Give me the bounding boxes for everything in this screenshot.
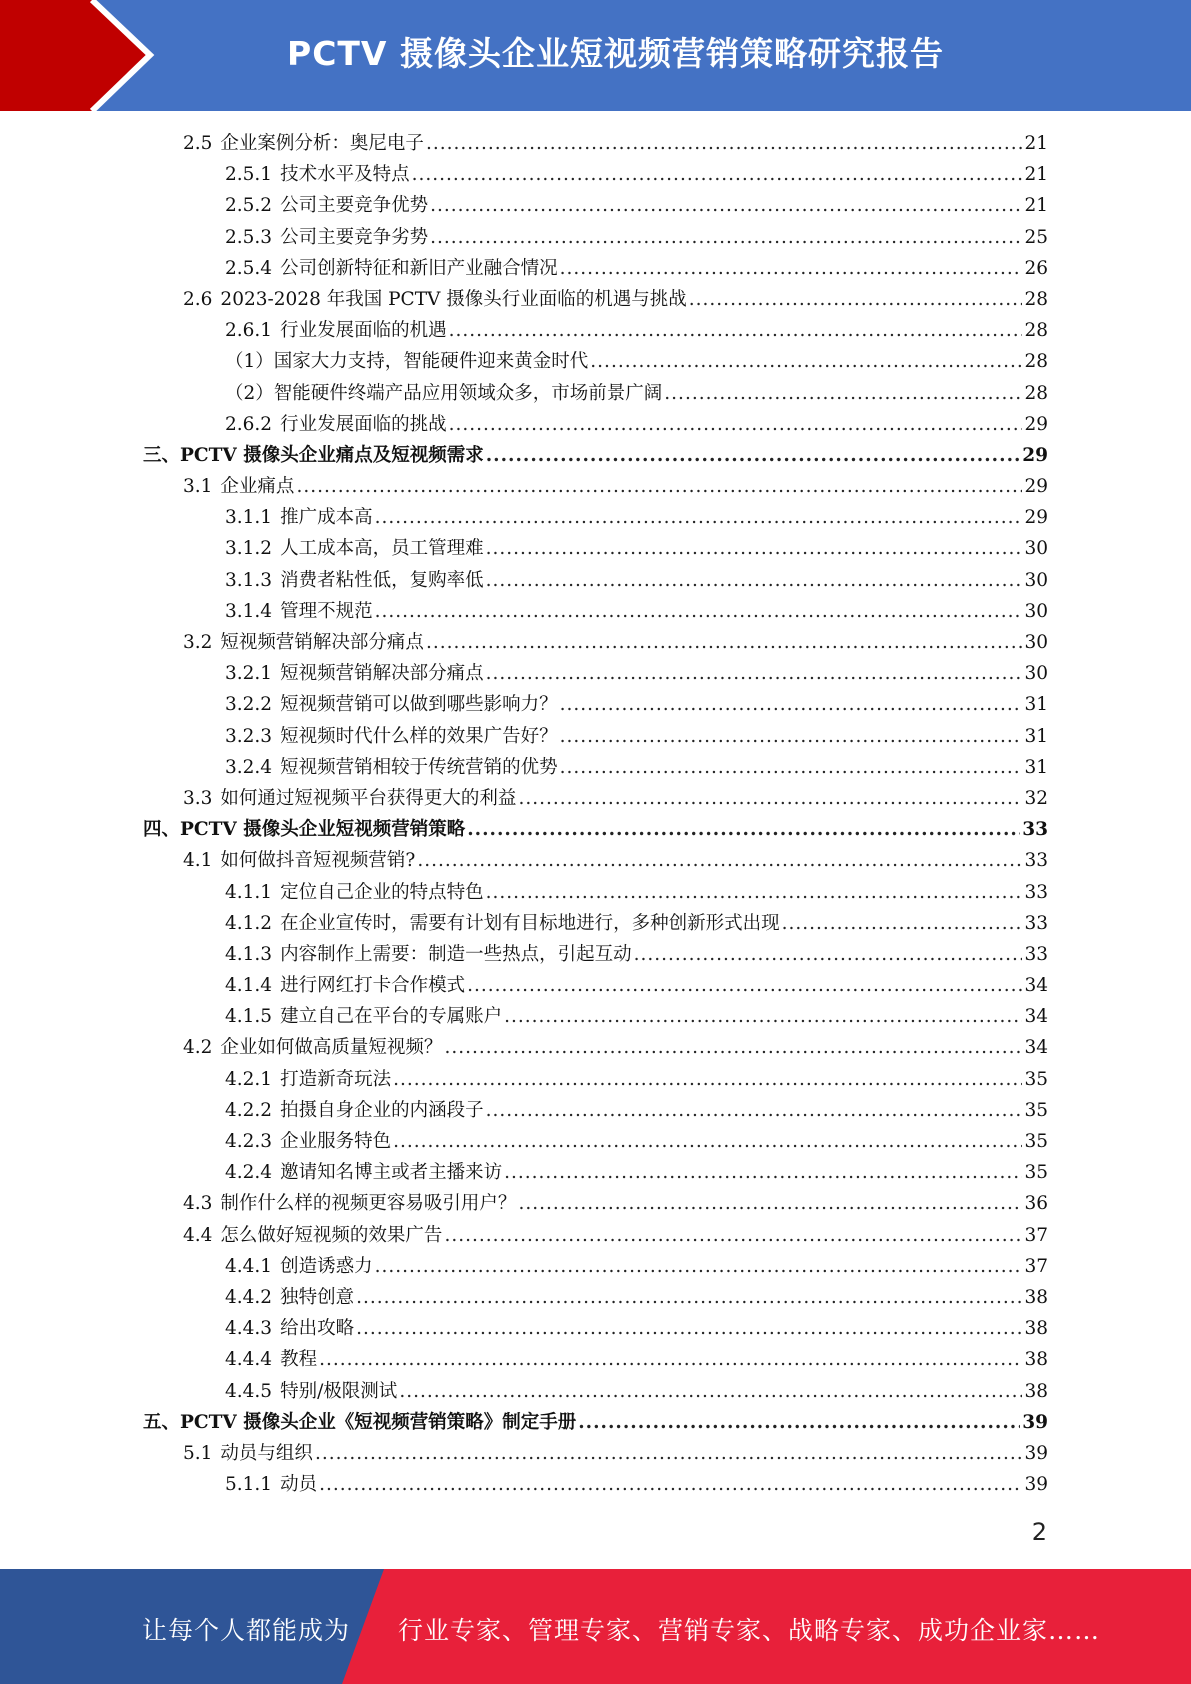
toc-entry-title: 公司主要竞争劣势 (280, 226, 429, 248)
toc-entry-page: 34 (1024, 1037, 1048, 1059)
toc-entry-number: （2） (225, 382, 274, 404)
toc-entry-title: 公司主要竞争优势 (280, 195, 429, 217)
toc-entry-number: 4.4.5 (225, 1380, 273, 1402)
toc-entry-page: 30 (1024, 663, 1048, 685)
toc-entry-number: 4.1.5 (225, 1006, 273, 1028)
toc-entry-number: 4.4.4 (225, 1349, 273, 1371)
toc-entry-number: 4.4 (183, 1224, 213, 1246)
toc-leader-dots (449, 409, 1023, 440)
toc-entry-page: 33 (1024, 912, 1048, 934)
toc-entry-page: 25 (1024, 226, 1048, 248)
toc-entry[interactable] (143, 939, 1048, 970)
toc-entry[interactable] (143, 752, 1048, 783)
toc-entry-title: 行业发展面临的机遇 (280, 320, 447, 342)
toc-entry-title: 教程 (280, 1349, 318, 1371)
toc-entry-number: 3.2 (183, 632, 213, 653)
toc-entry[interactable] (143, 1376, 1048, 1407)
toc-entry-number: 4.1.2 (225, 912, 273, 934)
toc-entry-number: 4.2.4 (225, 1162, 273, 1184)
toc-entry-number: 2.6.2 (225, 413, 273, 435)
toc-entry-page: 30 (1024, 569, 1048, 591)
toc-leader-dots (319, 1344, 1022, 1375)
toc-entry[interactable] (143, 190, 1048, 221)
toc-entry-page: 37 (1024, 1224, 1048, 1246)
toc-leader-dots (689, 284, 1023, 315)
toc-entry-number: 五、 (143, 1411, 181, 1433)
toc-entry-number: 4.4.2 (225, 1286, 273, 1308)
toc-entry-title: 独特创意 (280, 1286, 355, 1308)
toc-entry-number: 3.1.4 (225, 600, 273, 622)
toc-entry-title: 给出攻略 (280, 1318, 355, 1340)
toc-entry-title: 短视频时代什么样的效果广告好？ (280, 725, 558, 747)
toc-entry[interactable] (143, 346, 1048, 377)
toc-leader-dots (296, 471, 1022, 502)
toc-entry-page: 39 (1024, 1474, 1048, 1496)
toc-entry-page: 30 (1024, 632, 1048, 653)
toc-entry-page: 28 (1024, 351, 1048, 373)
toc-entry[interactable] (143, 284, 1048, 315)
toc-leader-dots (356, 1313, 1022, 1344)
toc-entry-page: 38 (1024, 1349, 1048, 1371)
toc-leader-dots (518, 783, 1022, 814)
toc-entry-title: 公司创新特征和新旧产业融合情况 (280, 257, 558, 279)
footer-slogan: 让每个人都能成为 (142, 1616, 351, 1645)
toc-entry-title: 智能硬件终端产品应用领域众多，市场前景广阔 (273, 382, 663, 404)
toc-entry-number: 3.2.1 (225, 663, 273, 685)
toc-leader-dots (486, 658, 1023, 689)
toc-entry-title: 企业如何做高质量短视频？ (220, 1037, 443, 1059)
toc-entry[interactable] (143, 533, 1048, 564)
toc-leader-dots (449, 315, 1023, 346)
toc-entry-number: 4.1 (183, 850, 213, 872)
toc-entry-page: 29 (1024, 476, 1048, 498)
toc-entry-title: 短视频营销解决部分痛点 (220, 632, 424, 653)
toc-entry-number: 四、 (143, 819, 181, 841)
toc-entry-title: 进行网红打卡合作模式 (280, 975, 466, 997)
toc-entry-number: 2.5.4 (225, 257, 273, 279)
toc-entry-page: 35 (1024, 1162, 1048, 1184)
toc-leader-dots (560, 721, 1023, 752)
toc-entry-number: 三、 (143, 444, 181, 466)
toc-entry[interactable] (143, 1220, 1048, 1251)
toc-entry[interactable] (143, 1251, 1048, 1282)
toc-entry[interactable] (143, 222, 1048, 253)
toc-leader-dots (375, 1251, 1023, 1282)
toc-entry[interactable] (143, 1438, 1048, 1469)
toc-entry[interactable] (143, 1001, 1048, 1032)
toc-entry-page: 33 (1024, 943, 1048, 965)
toc-entry-page: 36 (1024, 1193, 1048, 1215)
toc-entry-title: 建立自己在平台的专属账户 (280, 1006, 503, 1028)
toc-entry-number: 3.2.4 (225, 756, 273, 778)
toc-leader-dots (430, 190, 1022, 221)
toc-entry-number: 3.1.1 (225, 507, 273, 529)
toc-entry[interactable] (143, 689, 1048, 720)
report-title: PCTV 摄像头企业短视频营销策略研究报告 (287, 34, 944, 73)
toc-entry-title: 2023-2028 年我国 PCTV 摄像头行业面临的机遇与挑战 (220, 288, 687, 310)
toc-entry[interactable] (143, 253, 1048, 284)
toc-entry-number: 4.2 (183, 1037, 213, 1059)
toc-entry-page: 39 (1024, 1442, 1048, 1464)
toc-entry-page: 30 (1024, 600, 1048, 622)
footer-roles: 行业专家、管理专家、营销专家、战略专家、成功企业家…… (398, 1616, 1101, 1645)
toc-entry[interactable] (143, 783, 1048, 814)
toc-entry[interactable] (143, 1313, 1048, 1344)
toc-entry-title: 动员与组织 (220, 1442, 313, 1464)
toc-entry[interactable] (143, 596, 1048, 627)
toc-entry-title: 短视频营销解决部分痛点 (280, 663, 484, 685)
toc-entry-page: 33 (1022, 819, 1048, 841)
toc-leader-dots (467, 970, 1022, 1001)
toc-entry-page: 31 (1024, 756, 1048, 778)
toc-entry[interactable] (143, 440, 1048, 471)
toc-leader-dots (426, 128, 1023, 159)
toc-entry[interactable] (143, 1064, 1048, 1095)
toc-entry-page: 38 (1024, 1286, 1048, 1308)
toc-entry[interactable] (143, 315, 1048, 346)
toc-entry-number: 5.1.1 (225, 1474, 273, 1496)
toc-entry-page: 38 (1024, 1380, 1048, 1402)
page-footer (0, 1569, 1191, 1684)
toc-entry[interactable] (143, 565, 1048, 596)
toc-entry-title: 管理不规范 (280, 600, 373, 622)
toc-entry[interactable] (143, 378, 1048, 409)
toc-entry-page: 21 (1024, 133, 1048, 154)
toc-entry-page: 30 (1024, 538, 1048, 560)
toc-entry[interactable] (143, 409, 1048, 440)
toc-entry-title: 技术水平及特点 (280, 164, 410, 186)
toc-entry[interactable] (143, 877, 1048, 908)
toc-leader-dots (319, 1469, 1022, 1500)
toc-leader-dots (399, 1376, 1022, 1407)
toc-entry-page: 34 (1024, 1006, 1048, 1028)
toc-entry-page: 33 (1024, 881, 1048, 903)
toc-entry[interactable] (143, 1032, 1048, 1063)
toc-entry-page: 31 (1024, 694, 1048, 716)
toc-entry[interactable] (143, 502, 1048, 533)
toc-entry[interactable] (143, 908, 1048, 939)
toc-entry-page: 34 (1024, 975, 1048, 997)
toc-entry-page: 28 (1024, 288, 1048, 310)
toc-entry-number: 2.6 (183, 288, 213, 310)
toc-entry-number: 3.3 (183, 787, 213, 809)
toc-leader-dots (430, 222, 1022, 253)
toc-entry-title: 在企业宣传时，需要有计划有目标地进行，多种创新形式出现 (280, 912, 780, 934)
toc-leader-dots (393, 1126, 1022, 1157)
toc-entry-page: 33 (1024, 850, 1048, 872)
toc-entry-number: 4.1.1 (225, 881, 273, 903)
page-header (0, 0, 1191, 111)
toc-entry-number: 3.2.3 (225, 725, 273, 747)
toc-entry-title: PCTV 摄像头企业《短视频营销策略》制定手册 (180, 1411, 577, 1433)
toc-entry-title: 如何通过短视频平台获得更大的利益 (220, 787, 517, 809)
toc-entry[interactable] (143, 1095, 1048, 1126)
toc-entry-title: 特别/极限测试 (280, 1380, 398, 1402)
toc-entry[interactable] (143, 1157, 1048, 1188)
toc-leader-dots (634, 939, 1023, 970)
toc-leader-dots (486, 440, 1021, 471)
toc-entry-title: 如何做抖音短视频营销? (220, 850, 416, 872)
toc-leader-dots (486, 877, 1023, 908)
toc-entry[interactable] (143, 1344, 1048, 1375)
toc-entry[interactable] (143, 721, 1048, 752)
toc-leader-dots (417, 845, 1022, 876)
toc-entry-page: 35 (1024, 1131, 1048, 1152)
toc-entry-number: 4.3 (183, 1193, 213, 1215)
toc-entry-title: PCTV 摄像头企业痛点及短视频需求 (180, 444, 484, 466)
toc-entry-page: 35 (1024, 1068, 1048, 1090)
toc-entry[interactable] (143, 128, 1048, 159)
toc-entry-page: 28 (1024, 382, 1048, 404)
toc-entry-title: 短视频营销相较于传统营销的优势 (280, 756, 558, 778)
toc-entry[interactable] (143, 1126, 1048, 1157)
toc-entry-number: 2.6.1 (225, 320, 273, 342)
toc-leader-dots (560, 253, 1023, 284)
toc-entry-page: 37 (1024, 1255, 1048, 1277)
toc-entry-page: 21 (1024, 195, 1048, 217)
toc-leader-dots (578, 1407, 1020, 1438)
toc-leader-dots (356, 1282, 1022, 1313)
toc-entry-page: 31 (1024, 725, 1048, 747)
toc-leader-dots (375, 502, 1023, 533)
toc-leader-dots (590, 346, 1022, 377)
toc-leader-dots (444, 1032, 1022, 1063)
toc-entry-number: 2.5.1 (225, 164, 273, 186)
toc-leader-dots (393, 1064, 1022, 1095)
toc-entry-title: 创造诱惑力 (280, 1255, 373, 1277)
toc-entry-title: 内容制作上需要：制造一些热点，引起互动 (280, 943, 632, 965)
toc-leader-dots (504, 1001, 1022, 1032)
toc-entry[interactable] (143, 471, 1048, 502)
toc-entry-title: 人工成本高，员工管理难 (280, 538, 484, 560)
toc-entry[interactable] (143, 814, 1048, 845)
toc-entry-title: PCTV 摄像头企业短视频营销策略 (180, 819, 466, 841)
toc-entry-page: 28 (1024, 320, 1048, 342)
toc-leader-dots (560, 752, 1023, 783)
toc-entry-title: 企业痛点 (220, 476, 295, 498)
toc-leader-dots (560, 689, 1023, 720)
toc-leader-dots (315, 1438, 1023, 1469)
toc-entry-number: 4.4.1 (225, 1255, 273, 1277)
toc-entry-number: 4.1.3 (225, 943, 273, 965)
toc-entry-title: 消费者粘性低，复购率低 (280, 569, 484, 591)
toc-leader-dots (782, 908, 1023, 939)
toc-entry-page: 39 (1022, 1411, 1048, 1433)
toc-entry-number: 5.1 (183, 1442, 213, 1464)
toc-entry-title: 定位自己企业的特点特色 (280, 881, 484, 903)
toc-entry-title: 怎么做好短视频的效果广告 (220, 1224, 443, 1246)
toc-entry-title: 拍摄自身企业的内涵段子 (280, 1099, 484, 1121)
toc-entry-number: 4.2.1 (225, 1068, 273, 1090)
toc-entry-page: 29 (1022, 444, 1048, 466)
toc-leader-dots (444, 1220, 1022, 1251)
toc-entry-number: 4.2.3 (225, 1131, 273, 1152)
toc-entry-page: 29 (1024, 413, 1048, 435)
toc-entry-number: 3.1.3 (225, 569, 273, 591)
toc-entry-page: 29 (1024, 507, 1048, 529)
toc-entry-number: 2.5.3 (225, 226, 273, 248)
toc-entry-title: 推广成本高 (280, 507, 373, 529)
toc-entry-page: 38 (1024, 1318, 1048, 1340)
toc-leader-dots (504, 1157, 1022, 1188)
toc-entry-title: 企业服务特色 (280, 1131, 392, 1152)
toc-leader-dots (486, 533, 1023, 564)
toc-entry[interactable] (143, 845, 1048, 876)
toc-entry[interactable] (143, 1469, 1048, 1500)
toc-entry-number: 4.1.4 (225, 975, 273, 997)
toc-leader-dots (486, 565, 1023, 596)
toc-entry[interactable] (143, 1282, 1048, 1313)
toc-leader-dots (467, 814, 1020, 845)
toc-entry-title: 动员 (280, 1474, 318, 1496)
toc-entry-number: 2.5 (183, 133, 213, 154)
toc-entry-page: 32 (1024, 787, 1048, 809)
toc-entry-title: 短视频营销可以做到哪些影响力？ (280, 694, 558, 716)
toc-entry-number: 3.1.2 (225, 538, 273, 560)
toc-leader-dots (518, 1188, 1022, 1219)
toc-leader-dots (426, 627, 1023, 658)
toc-entry-title: 企业案例分析：奥尼电子 (220, 133, 424, 154)
toc-entry[interactable] (143, 1407, 1048, 1438)
toc-leader-dots (375, 596, 1023, 627)
toc-entry[interactable] (143, 627, 1048, 658)
toc-entry[interactable] (143, 159, 1048, 190)
toc-entry-number: 3.1 (183, 476, 213, 498)
toc-entry-number: 2.5.2 (225, 195, 273, 217)
toc-entry-title: 行业发展面临的挑战 (280, 413, 447, 435)
toc-leader-dots (412, 159, 1023, 190)
page-number: 2 (1031, 1518, 1047, 1546)
toc-entry[interactable] (143, 658, 1048, 689)
toc-entry-page: 26 (1024, 257, 1048, 279)
toc-entry-title: 邀请知名博主或者主播来访 (280, 1162, 503, 1184)
toc-entry-page: 21 (1024, 164, 1048, 186)
toc-entry-number: 4.2.2 (225, 1099, 273, 1121)
toc-entry-title: 打造新奇玩法 (280, 1068, 392, 1090)
toc-entry-number: 3.2.2 (225, 694, 273, 716)
toc-entry-page: 35 (1024, 1099, 1048, 1121)
toc-entry-title: 制作什么样的视频更容易吸引用户？ (220, 1193, 517, 1215)
toc-entry-title: 国家大力支持，智能硬件迎来黄金时代 (273, 351, 589, 373)
toc-entry[interactable] (143, 1188, 1048, 1219)
toc-leader-dots (486, 1095, 1023, 1126)
table-of-contents (143, 128, 1048, 1500)
toc-entry-number: 4.4.3 (225, 1318, 273, 1340)
toc-entry[interactable] (143, 970, 1048, 1001)
toc-entry-number: （1） (225, 351, 274, 373)
toc-leader-dots (664, 378, 1022, 409)
